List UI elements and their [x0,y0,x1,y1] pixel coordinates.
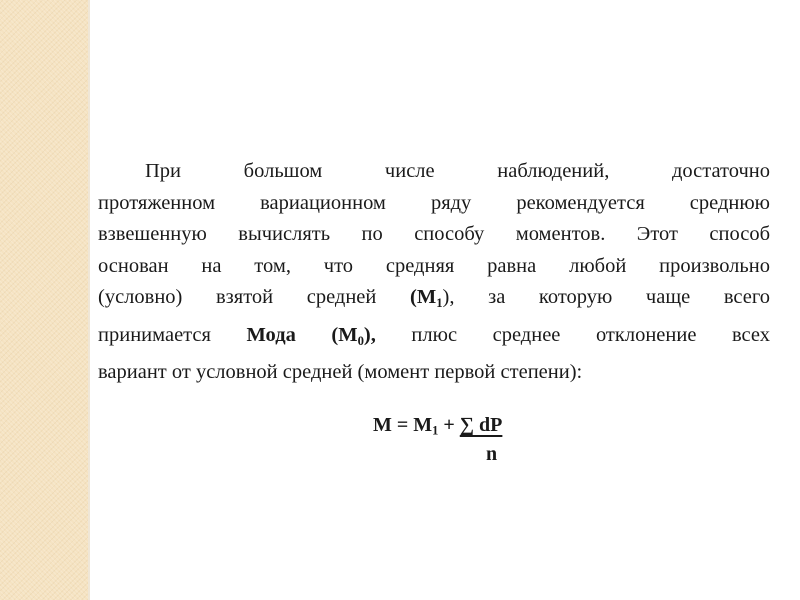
formula-numerator: ∑ dP [459,414,503,436]
paragraph-line: взвешенную вычислять по способу моментов. Этот способ [98,223,770,246]
paragraph-line [98,282,770,319]
paragraph-line: протяженном вариационном ряду рекомендуется среднюю [98,191,770,214]
conditional-mean-symbol [410,286,443,311]
formula-denominator: n [486,443,498,465]
formula-lhs: М = М [373,414,433,436]
line-text: принимается [98,323,247,346]
line-text: плюс среднее отклонение всех [375,323,770,346]
subscript: 0 [357,333,364,348]
body-paragraph [98,156,770,389]
formula-subscript: 1 [432,423,439,438]
subscript: 1 [436,296,443,311]
line-text: ), за которую чаще всего [442,286,770,309]
symbol-text: (М [410,286,437,309]
side-strip-divider [88,0,90,600]
term-text: Мода (М [246,323,358,346]
decorative-side-strip [0,0,88,600]
mode-term [246,324,375,346]
line-text: (условно) взятой средней [98,286,410,309]
paragraph-line: вариант от условной средней (момент первой степени): [98,361,583,384]
term-close: ), [363,323,376,346]
paragraph-line [98,320,770,357]
paragraph-line: При большом числе наблюдений, достаточно [145,160,770,182]
moments-formula [373,412,502,444]
paragraph-line: основан на том, что средняя равна любой произвольно [98,254,770,277]
formula-operator: + [438,414,460,436]
